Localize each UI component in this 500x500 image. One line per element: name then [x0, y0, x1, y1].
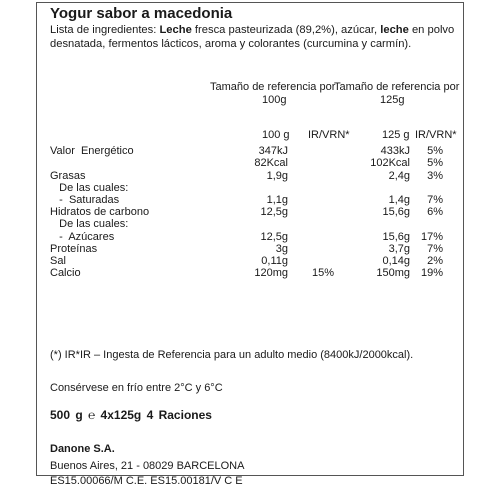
- ingredient-allergen: leche: [380, 24, 409, 36]
- nutrient-v125: 15,6g: [382, 206, 410, 218]
- storage-instructions: Consérvese en frío entre 2°C y 6°C: [50, 382, 223, 394]
- nutrient-v125: 102Kcal: [370, 157, 410, 169]
- nutrient-v125: 3,7g: [388, 243, 410, 255]
- reference-sub-100g: 100g: [262, 94, 287, 106]
- company-name: Danone S.A.: [50, 443, 115, 455]
- nutrient-name: De las cuales:: [50, 218, 129, 230]
- nutrient-name: Hidratos de carbono: [50, 206, 150, 218]
- nutrient-name: Grasas: [50, 170, 86, 182]
- header-ir-125g: IR/VRN*: [415, 129, 457, 141]
- nutrient-v100: 120mg: [254, 267, 288, 279]
- nutrient-name: - Saturadas: [50, 194, 120, 206]
- nutrient-v100: 82Kcal: [254, 157, 288, 169]
- nutrient-ir2: 3%: [427, 170, 443, 182]
- nutrient-ir2: 17%: [420, 231, 443, 243]
- nutrient-name: De las cuales:: [50, 182, 129, 194]
- nutrient-name: Calcio: [50, 267, 81, 279]
- nutrient-v100: 3g: [275, 243, 288, 255]
- nutrient-ir2: 5%: [427, 145, 443, 157]
- reference-sub-125g: 125g: [380, 94, 405, 106]
- nutrient-v100: 1,9g: [266, 170, 288, 182]
- nutrient-v100: 0,11g: [261, 255, 288, 267]
- company-address: Buenos Aires, 21 - 08029 BARCELONA: [50, 460, 245, 472]
- nutrient-ir2: 5%: [427, 157, 443, 169]
- nutrient-name: Sal: [50, 255, 66, 267]
- nutrient-v125: 0,14g: [382, 255, 410, 267]
- nutrition-table: [37, 3, 465, 477]
- ingredient-text: Lista de ingredientes:: [50, 24, 160, 36]
- nutrient-ir1: 15%: [311, 267, 334, 279]
- nutrition-label: [36, 2, 464, 487]
- nutrient-v100: 12,5g: [260, 206, 288, 218]
- ingredient-text: en polvo desnatada, fermentos lácticos, aroma y colorantes (curcumina y carmín).: [50, 24, 455, 50]
- nutrient-v125: 2,4g: [388, 170, 410, 182]
- nutrient-name: - Azúcares: [50, 231, 115, 243]
- nutrient-v100: 12,5g: [260, 231, 288, 243]
- ingredient-allergen: Leche: [159, 24, 192, 36]
- nutrient-v125: 1,4g: [388, 194, 410, 206]
- company-registry: ES15.00066/M C.E. ES15.00181/V C E: [50, 475, 243, 487]
- nutrient-ir2: 6%: [427, 206, 443, 218]
- nutrient-v100: 1,1g: [266, 194, 288, 206]
- nutrient-v125: 15,6g: [382, 231, 410, 243]
- nutrient-name: Valor Energético: [50, 145, 134, 157]
- reference-label-100g: Tamaño de referencia por: [210, 81, 336, 93]
- nutrient-ir2: 7%: [427, 243, 443, 255]
- nutrient-ir2: 2%: [427, 255, 443, 267]
- nutrient-ir2: 19%: [420, 267, 443, 279]
- nutrient-v125: 433kJ: [380, 145, 410, 157]
- footnote: (*) IR*IR – Ingesta de Referencia para un adulto medio (8400kJ/2000kcal).: [50, 349, 414, 361]
- product-title: Yogur sabor a macedonia: [50, 5, 233, 22]
- header-ir-100g: IR/VRN*: [308, 129, 350, 141]
- reference-label-125g: Tamaño de referencia por: [334, 81, 460, 93]
- header-100g: 100 g: [262, 129, 290, 141]
- nutrient-v125: 150mg: [376, 267, 410, 279]
- header-125g: 125 g: [382, 129, 410, 141]
- ingredient-text: fresca pasteurizada (89,2%), azúcar,: [191, 24, 381, 36]
- package-info: 500 g ℮ 4x125g 4 Raciones: [50, 408, 212, 422]
- nutrient-ir2: 7%: [427, 194, 443, 206]
- nutrient-name: Proteínas: [50, 243, 98, 255]
- nutrient-v100: 347kJ: [258, 145, 288, 157]
